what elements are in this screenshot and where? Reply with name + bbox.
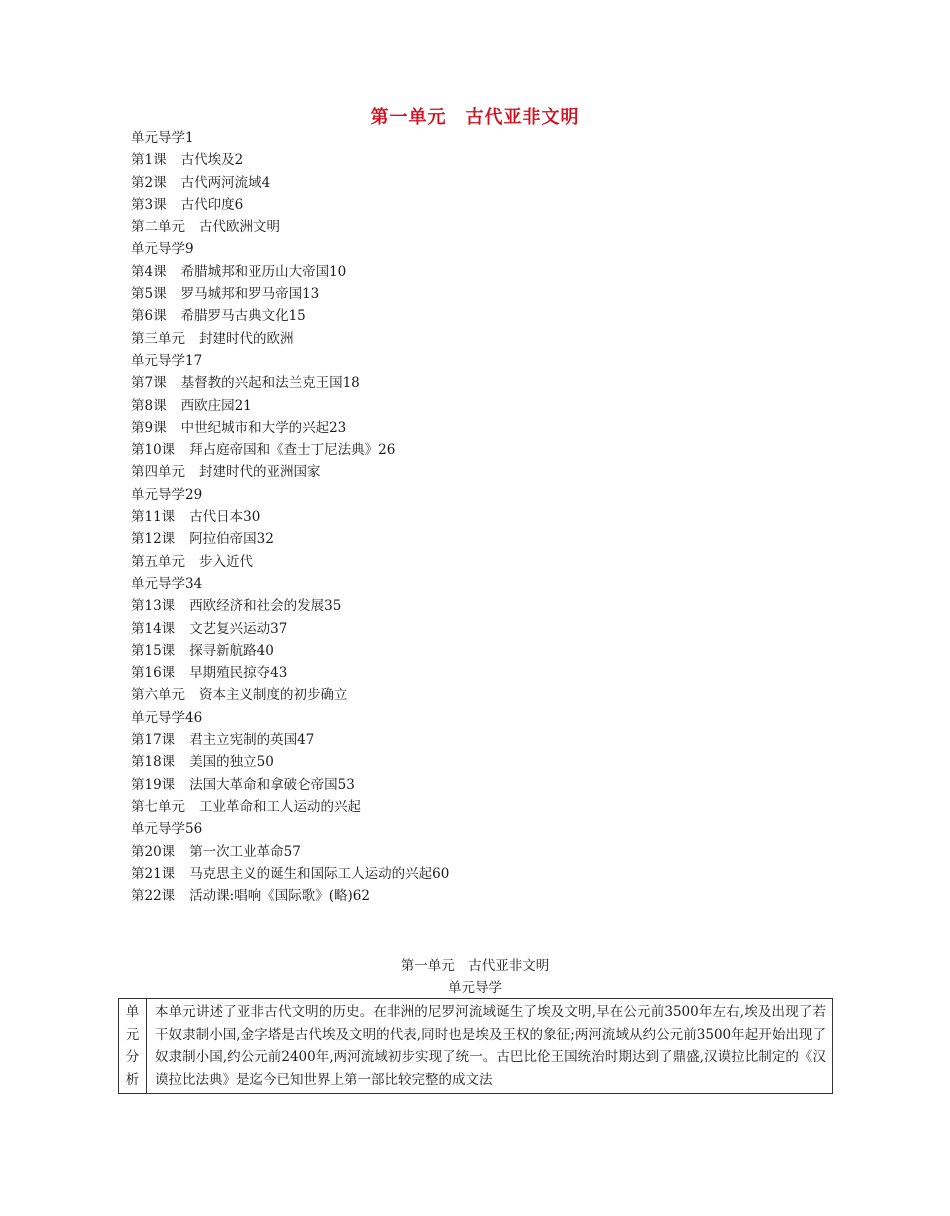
- toc-entry-label: 第3课: [131, 196, 167, 213]
- toc-entry: [131, 751, 449, 773]
- toc-entry: [131, 439, 449, 461]
- toc-entry: [131, 149, 449, 171]
- toc-entry-text: 美国的独立50: [189, 754, 274, 771]
- toc-entry-label: 第四单元: [131, 464, 185, 481]
- toc-entry-label: 第18课: [131, 754, 176, 771]
- toc-entry-text: 基督教的兴起和法兰克王国18: [180, 375, 360, 392]
- toc-entry-label: 第五单元: [131, 553, 185, 570]
- toc-entry-text: 古代两河流域4: [180, 174, 271, 191]
- toc-entry-text: 探寻新航路40: [189, 642, 274, 659]
- toc-entry-label: 第6课: [131, 308, 167, 325]
- toc-entry: [131, 328, 449, 350]
- analysis-label-char: 分: [125, 1049, 140, 1065]
- toc-entry: [131, 618, 449, 640]
- toc-entry: [131, 283, 449, 305]
- toc-entry: [131, 863, 449, 885]
- toc-entry: [131, 707, 449, 729]
- toc-entry-text: 单元导学46: [131, 709, 203, 726]
- toc-entry: [131, 640, 449, 662]
- analysis-text-cell: 本单元讲述了亚非古代文明的历史。在非洲的尼罗河流域诞生了埃及文明,早在公元前3500年左右,埃及出现了若干奴隶制小国,金字塔是古代埃及文明的代表,同时也是埃及王权的象征;两河流域从约公元前3500年起开始出现了奴隶制小国,约公元前2400年,两河流域初步实现了统一。古巴比伦王国统治时期达到了鼎盛,汉谟拉比制定的《汉谟拉比法典》是迄今已知世界上第一部比较完整的成文法: [147, 999, 833, 1094]
- toc-entry: [131, 573, 449, 595]
- toc-entry-label: 第12课: [131, 531, 176, 548]
- toc-entry-label: 第1课: [131, 152, 167, 169]
- section-heading: 第一单元 古代亚非文明: [400, 958, 550, 974]
- toc-entry-label: 第15课: [131, 642, 176, 659]
- analysis-label-cell: [119, 999, 147, 1094]
- toc-entry: [131, 796, 449, 818]
- toc-entry-text: 中世纪城市和大学的兴起23: [180, 419, 347, 436]
- toc-entry: [131, 350, 449, 372]
- toc-entry-text: 古代日本30: [189, 509, 261, 526]
- toc-entry-label: 第19课: [131, 776, 176, 793]
- analysis-label-char: 元: [125, 1026, 140, 1043]
- toc-entry-label: 第三单元: [131, 330, 185, 347]
- toc-entry-text: 活动课:唱响《国际歌》(略)62: [189, 888, 370, 905]
- toc-entry-label: 第2课: [131, 174, 167, 191]
- section-subheading: 单元导学: [448, 980, 502, 996]
- toc-entry-label: 第17课: [131, 732, 176, 749]
- toc-entry-label: 第8课: [131, 397, 167, 414]
- page-title: 第一单元 古代亚非文明: [370, 107, 580, 128]
- toc-entry-text: 马克思主义的诞生和国际工人运动的兴起60: [189, 865, 450, 882]
- toc-entry-text: 步入近代: [199, 553, 253, 570]
- toc-entry-label: 第二单元: [131, 219, 185, 236]
- toc-entry-text: 早期殖民掠夺43: [189, 665, 288, 682]
- toc-entry: [131, 841, 449, 863]
- analysis-label-char: 单: [125, 1004, 140, 1020]
- toc-entry: [131, 417, 449, 439]
- toc-entry-text: 第一次工业革命57: [189, 843, 301, 860]
- toc-entry: [131, 372, 449, 394]
- toc-entry-text: 资本主义制度的初步确立: [199, 687, 348, 704]
- toc-entry-label: 第13课: [131, 598, 176, 615]
- toc-entry: [131, 729, 449, 751]
- toc-entry: [131, 216, 449, 238]
- toc-entry: [131, 484, 449, 506]
- toc-entry-text: 古代欧洲文明: [199, 219, 280, 236]
- toc-entry: [131, 528, 449, 550]
- toc-entry-text: 封建时代的欧洲: [199, 330, 294, 347]
- toc-entry-label: 第9课: [131, 419, 167, 436]
- toc-entry-text: 文艺复兴运动37: [189, 620, 288, 637]
- toc-entry: [131, 194, 449, 216]
- toc-entry: [131, 662, 449, 684]
- toc-entry-label: 第10课: [131, 442, 176, 459]
- toc-entry-text: 单元导学29: [131, 486, 203, 503]
- toc-entry-label: 第11课: [131, 509, 176, 526]
- toc-entry-text: 西欧庄园21: [180, 397, 252, 414]
- toc-entry-text: 古代印度6: [180, 196, 244, 213]
- toc-entry: [131, 885, 449, 907]
- toc-entry-label: 第7课: [131, 375, 167, 392]
- toc-entry-label: 第16课: [131, 665, 176, 682]
- toc-entry: [131, 774, 449, 796]
- toc-entry: [131, 684, 449, 706]
- toc-entry: [131, 395, 449, 417]
- toc-entry-label: 第六单元: [131, 687, 185, 704]
- toc-entry-text: 单元导学1: [131, 130, 194, 146]
- toc-entry-text: 罗马城邦和罗马帝国13: [180, 286, 320, 303]
- toc-entry-text: 工业革命和工人运动的兴起: [199, 798, 361, 815]
- toc-entry: [131, 261, 449, 283]
- toc-entry: [131, 595, 449, 617]
- toc-entry-text: 希腊城邦和亚历山大帝国10: [180, 263, 347, 280]
- toc-entry: [131, 461, 449, 483]
- toc-entry: [131, 127, 449, 149]
- toc-entry-label: 第22课: [131, 888, 176, 905]
- toc-entry-label: 第14课: [131, 620, 176, 637]
- toc-entry-text: 君主立宪制的英国47: [189, 732, 315, 749]
- analysis-label-char: 析: [125, 1071, 140, 1088]
- toc-entry: [131, 172, 449, 194]
- toc-entry: [131, 305, 449, 327]
- toc-entry-text: 单元导学9: [131, 241, 194, 258]
- toc-entry: [131, 506, 449, 528]
- toc-entry-text: 希腊罗马古典文化15: [180, 308, 306, 325]
- toc-entry-text: 单元导学56: [131, 821, 203, 838]
- toc-entry-text: 封建时代的亚洲国家: [199, 464, 321, 481]
- toc-entry-text: 单元导学34: [131, 575, 203, 592]
- toc-entry-label: 第4课: [131, 263, 167, 280]
- toc-entry: [131, 238, 449, 260]
- table-of-contents: [131, 127, 449, 907]
- toc-entry: [131, 551, 449, 573]
- toc-entry-label: 第20课: [131, 843, 176, 860]
- toc-entry-text: 古代埃及2: [180, 152, 244, 169]
- toc-entry-label: 第21课: [131, 865, 176, 882]
- toc-entry-text: 西欧经济和社会的发展35: [189, 598, 342, 615]
- toc-entry-label: 第七单元: [131, 798, 185, 815]
- toc-entry-text: 法国大革命和拿破仑帝国53: [189, 776, 355, 793]
- toc-entry-label: 第5课: [131, 286, 167, 303]
- toc-entry: [131, 818, 449, 840]
- toc-entry-text: 单元导学17: [131, 352, 203, 369]
- table-row: [119, 999, 833, 1094]
- unit-analysis-table: [118, 998, 833, 1094]
- toc-entry-text: 拜占庭帝国和《查士丁尼法典》26: [189, 442, 396, 459]
- toc-entry-text: 阿拉伯帝国32: [189, 531, 274, 548]
